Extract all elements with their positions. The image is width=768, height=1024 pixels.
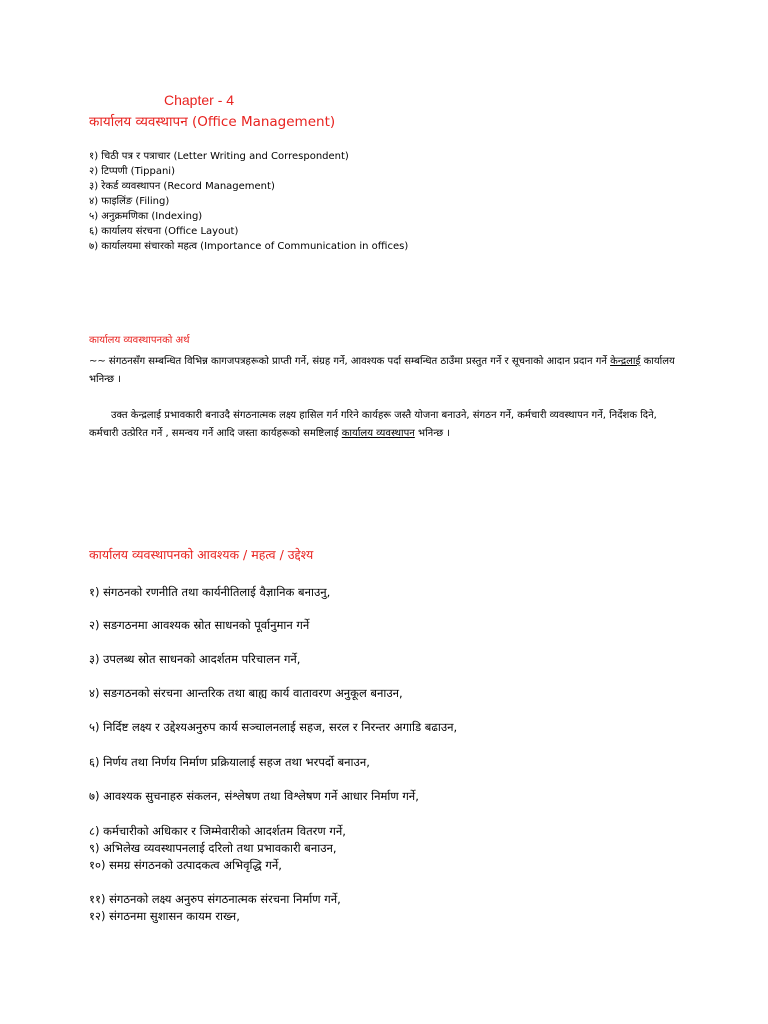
point-item: ४) सङगठनको संरचना आन्तरिक तथा बाह्य कार्य वातावरण अनुकूल बनाउन,: [89, 686, 403, 700]
point-item: ८) कर्मचारीको अधिकार र जिम्मेवारीको आदर्शतम वितरण गर्ने,: [89, 824, 346, 838]
point-item: १०) समग्र संगठनको उत्पादकत्व अभिवृद्धि गर्ने,: [89, 858, 282, 872]
meaning-heading: कार्यालय व्यवस्थापनको अर्थ: [89, 335, 190, 346]
point-item: ९) अभिलेख व्यवस्थापनलाई दरिलो तथा प्रभावकारी बनाउन,: [89, 841, 337, 855]
importance-heading: कार्यालय व्यवस्थापनको आवश्यक / महत्व / उद्देश्य: [89, 547, 314, 562]
paragraph-text: कार्यालय भनिन्छ ।: [89, 356, 675, 385]
toc-list: [89, 149, 408, 254]
point-item: २) सङगठनमा आवश्यक स्रोत साधनको पूर्वानुमान गर्ने: [89, 618, 310, 632]
paragraph-text: भनिन्छ ।: [414, 428, 451, 439]
paragraph-text: उक्त केन्द्रलाई प्रभावकारी बनाउदै संगठनात्मक लक्ष्य हासिल गर्न गरिने कार्यहरू जस्तै योजना बनाउने, संगठन गर्ने, कर्मचारी व्यवस्थापन गर्ने, निर्देशक दिने, कर्मचारी उत्प्रेरित गर्ने , समन्वय गर्ने आदि जस्ता कार्यहरूको समष्टिलाई: [89, 410, 657, 439]
meaning-paragraph-1: [89, 353, 689, 389]
underlined-term: कार्यालय व्यवस्थापन: [341, 428, 415, 439]
toc-item: ३) रेकर्ड व्यवस्थापन (Record Management): [89, 181, 275, 192]
point-item: ११) संगठनको लक्ष्य अनुरुप संगठनात्मक संरचना निर्माण गर्ने,: [89, 892, 341, 906]
toc-item: ६) कार्यालय संरचना (Office Layout): [89, 226, 239, 237]
underlined-term: केन्द्रलाई: [610, 356, 641, 367]
meaning-paragraph-2: [89, 407, 689, 443]
toc-item: २) टिप्पणी (Tippani): [89, 166, 175, 177]
toc-item: ४) फाइलिंङ (Filing): [89, 196, 170, 207]
toc-item: ५) अनुक्रमणिका (Indexing): [89, 211, 203, 222]
chapter-label: Chapter - 4: [164, 92, 235, 108]
point-item: १) संगठनको रणनीति तथा कार्यनीतिलाई वैज्ञानिक बनाउनु,: [89, 585, 331, 599]
point-item: ३) उपलब्ध स्रोत साधनको आदर्शतम परिचालन गर्ने,: [89, 652, 301, 666]
point-item: ६) निर्णय तथा निर्णय निर्माण प्रक्रियालाई सहज तथा भरपर्दो बनाउन,: [89, 755, 370, 769]
point-item: ७) आवश्यक सुचनाहरु संकलन, संश्लेषण तथा विश्लेषण गर्ने आधार निर्माण गर्ने,: [89, 789, 419, 803]
point-item: १२) संगठनमा सुशासन कायम राख्न,: [89, 909, 240, 923]
point-item: ५) निर्दिष्ट लक्ष्य र उद्देश्यअनुरुप कार्य सञ्चालनलाई सहज, सरल र निरन्तर अगाडि बढाउन,: [89, 720, 458, 734]
toc-item: ७) कार्यालयमा संचारको महत्व (Importance of Communication in offices): [89, 241, 409, 252]
page-title: कार्यालय व्यवस्थापन (Office Management): [89, 114, 336, 130]
toc-item: १) चिठी पत्र र पत्राचार (Letter Writing and Correspondent): [89, 151, 349, 162]
paragraph-text: ~~ संगठनसँग सम्बन्धित विभिन्न कागजपत्रहरूको प्राप्ती गर्ने, संग्रह गर्ने, आवश्यक पर्दा सम्बन्धित ठाउँमा प्रस्तुत गर्ने र सूचनाको आदान प्रदान गर्ने: [89, 356, 611, 367]
